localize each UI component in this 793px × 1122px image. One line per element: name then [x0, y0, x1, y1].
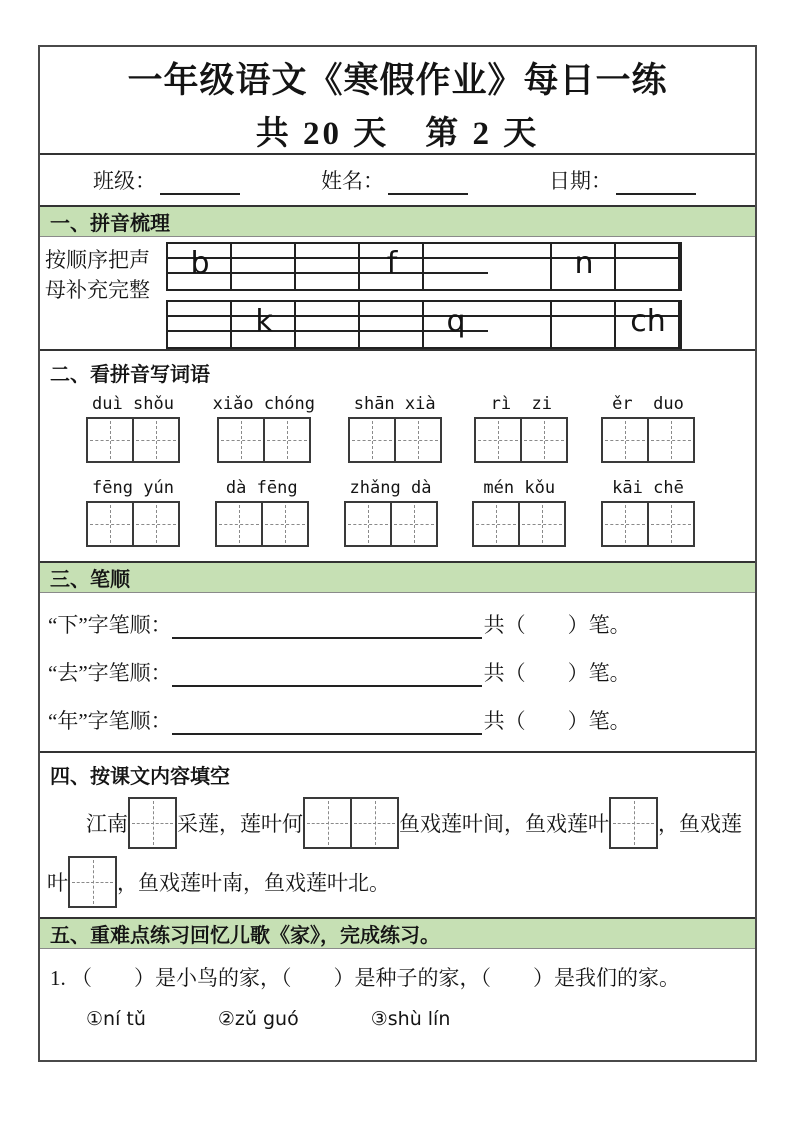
pinyin-grid-cell	[552, 317, 616, 332]
word-group	[344, 478, 438, 547]
fill-writing-box	[350, 797, 399, 849]
section-4-header	[40, 751, 755, 789]
stroke-row-qu	[40, 657, 755, 687]
stroke-count-label: 共（ ）笔。	[483, 709, 631, 733]
word-pinyin: zhǎng dà	[349, 478, 432, 498]
word-group	[601, 394, 695, 463]
word-pinyin: kāi chē	[612, 478, 684, 498]
fill-writing-box-pair	[303, 797, 399, 849]
writing-box	[394, 417, 442, 463]
pinyin-letter: b	[190, 246, 210, 281]
word-pinyin: fēng yún	[92, 478, 174, 498]
fill-text: 江南	[86, 812, 128, 836]
pinyin-instruction	[45, 237, 166, 349]
pinyin-grid-cell	[488, 332, 552, 347]
writing-box-pair	[348, 417, 442, 463]
class-label: 班级：	[93, 169, 156, 193]
section-3-header	[40, 561, 755, 593]
word-group	[601, 478, 695, 547]
stroke-row-xia	[40, 609, 755, 639]
writing-box-pair	[215, 501, 309, 547]
writing-box	[647, 501, 695, 547]
word-pinyin: shān xià	[353, 394, 436, 414]
stroke-row-nian	[40, 705, 755, 735]
pinyin-grid-cell	[168, 302, 232, 317]
writing-box	[86, 501, 134, 547]
fill-writing-box	[303, 797, 352, 849]
date-field	[549, 165, 696, 195]
pinyin-letter: n	[574, 246, 594, 281]
section-3-body	[40, 609, 755, 735]
pinyin-instruction-line1: 按顺序把声	[45, 248, 150, 272]
word-group	[472, 478, 566, 547]
stroke-count-label: 共（ ）笔。	[483, 661, 631, 685]
writing-box	[474, 417, 522, 463]
writing-box-pair	[474, 417, 568, 463]
writing-box-pair	[344, 501, 438, 547]
pinyin-letter: k	[255, 304, 273, 339]
section-2-header	[40, 349, 755, 387]
option-2: ②zǔ guó	[217, 1008, 299, 1030]
writing-box	[601, 417, 649, 463]
review-options	[40, 1008, 755, 1030]
word-pinyin: dà fēng	[225, 478, 298, 498]
word-group	[348, 394, 442, 463]
writing-box	[390, 501, 438, 547]
stroke-count-label: 共（ ）笔。	[483, 613, 631, 637]
fill-text: 叶	[47, 871, 68, 895]
pinyin-grid-cell	[488, 302, 552, 317]
section-4-title: 四、按课文内容填空	[50, 766, 230, 788]
pinyin-grid-cell	[552, 332, 616, 347]
writing-box	[348, 417, 396, 463]
page-title: 一年级语文《寒假作业》每日一练	[127, 61, 668, 100]
writing-box	[217, 417, 265, 463]
pinyin-grid-cell	[296, 317, 360, 332]
stroke-prefix: “年”字笔顺：	[48, 709, 172, 733]
pinyin-grid-cell	[488, 317, 552, 332]
pinyin-grid-cell	[296, 274, 360, 289]
section-3-title: 三、笔顺	[50, 569, 130, 591]
section-2-title: 二、看拼音写词语	[50, 364, 210, 386]
writing-box-pair	[217, 417, 311, 463]
title-block	[40, 47, 755, 155]
class-field	[93, 165, 240, 195]
name-field	[321, 165, 468, 195]
name-label: 姓名：	[321, 169, 384, 193]
fill-line-2	[40, 853, 755, 911]
pinyin-letter: q	[446, 304, 466, 339]
pinyin-grid-cell	[488, 244, 552, 259]
word-group	[215, 478, 309, 547]
writing-box	[344, 501, 392, 547]
pinyin-grid-cell	[296, 259, 360, 274]
pinyin-grid-cell	[616, 259, 680, 274]
fill-text: 鱼戏莲叶间，鱼戏莲叶	[399, 812, 609, 836]
pinyin-four-line-grid-2	[166, 300, 682, 349]
word-pinyin: rì zi	[490, 394, 553, 414]
writing-box-pair	[601, 417, 695, 463]
pinyin-grid-cell	[360, 332, 424, 347]
stroke-blank-line	[172, 659, 482, 687]
pinyin-grid-cell	[424, 259, 488, 274]
pinyin-instruction-line2: 母补充完整	[45, 278, 150, 302]
fill-text: 采莲，莲叶何	[177, 812, 303, 836]
word-group	[213, 394, 315, 463]
writing-box	[132, 501, 180, 547]
pinyin-grid-cell	[552, 302, 616, 317]
pinyin-grid-cell	[296, 302, 360, 317]
pinyin-grid-cell	[296, 332, 360, 347]
stroke-prefix: “去”字笔顺：	[48, 661, 172, 685]
pinyin-grid-cell	[296, 244, 360, 259]
pinyin-grid-cell	[360, 317, 424, 332]
word-group	[86, 394, 180, 463]
writing-box	[601, 501, 649, 547]
stroke-blank-line	[172, 707, 482, 735]
word-pinyin: mén kǒu	[483, 478, 556, 498]
writing-box-pair	[86, 501, 180, 547]
writing-box	[132, 417, 180, 463]
class-blank-line	[160, 173, 240, 195]
writing-box-pair	[472, 501, 566, 547]
stroke-prefix: “下”字笔顺：	[48, 613, 172, 637]
worksheet-page	[38, 45, 757, 1062]
pinyin-letter: f	[386, 246, 398, 281]
date-label: 日期：	[549, 169, 612, 193]
date-blank-line	[616, 173, 696, 195]
pinyin-grid-cell	[616, 274, 680, 289]
stroke-blank-line	[172, 611, 482, 639]
writing-box-pair	[86, 417, 180, 463]
pinyin-grid-cell	[168, 332, 232, 347]
word-group	[86, 478, 180, 547]
fill-text: ，鱼戏莲	[658, 812, 742, 836]
fill-text: ，鱼戏莲叶南，鱼戏莲叶北。	[117, 871, 390, 895]
section-1-title: 一、拼音梳理	[50, 213, 170, 235]
word-pinyin: xiǎo chóng	[212, 394, 316, 414]
pinyin-letter: ch	[630, 304, 666, 339]
writing-box	[518, 501, 566, 547]
pinyin-grid-cell	[488, 274, 552, 289]
word-pinyin: ěr duo	[612, 394, 684, 414]
word-group	[474, 394, 568, 463]
section-1-header	[40, 205, 755, 237]
writing-box	[86, 417, 134, 463]
pinyin-grid-cell	[232, 274, 296, 289]
writing-box	[215, 501, 263, 547]
pinyin-grid-cell	[424, 274, 488, 289]
fill-writing-box	[128, 797, 177, 849]
name-blank-line	[388, 173, 468, 195]
page-subtitle: 共 20 天 第 2 天	[255, 116, 540, 152]
pinyin-grid-cell	[168, 317, 232, 332]
writing-box	[261, 501, 309, 547]
review-question: 1. （ ）是小鸟的家，（ ）是种子的家，（ ）是我们的家。	[50, 966, 680, 990]
option-1: ①ní tǔ	[86, 1008, 146, 1030]
writing-box	[263, 417, 311, 463]
fill-writing-box	[68, 856, 117, 908]
fill-line-1	[40, 793, 755, 853]
pinyin-four-line-grid-1	[166, 242, 682, 291]
word-pinyin: duì shǒu	[92, 394, 174, 414]
fill-writing-box	[609, 797, 658, 849]
option-3: ③shù lín	[370, 1008, 451, 1030]
pinyin-grid-cell	[488, 259, 552, 274]
pinyin-grid-stack	[166, 237, 682, 349]
pinyin-grid-cell	[616, 244, 680, 259]
writing-box	[472, 501, 520, 547]
word-row-2	[40, 478, 755, 547]
pinyin-grid-cell	[232, 244, 296, 259]
pinyin-grid-cell	[424, 244, 488, 259]
section-1-body	[40, 237, 755, 349]
writing-box-pair	[601, 501, 695, 547]
writing-box	[520, 417, 568, 463]
word-row-1	[40, 394, 755, 463]
section-5-header	[40, 917, 755, 949]
pinyin-grid-cell	[232, 259, 296, 274]
section-5-title: 五、重难点练习回忆儿歌《家》，完成练习。	[50, 925, 440, 947]
pinyin-grid-cell	[360, 302, 424, 317]
writing-box	[647, 417, 695, 463]
student-info-row	[40, 155, 755, 205]
